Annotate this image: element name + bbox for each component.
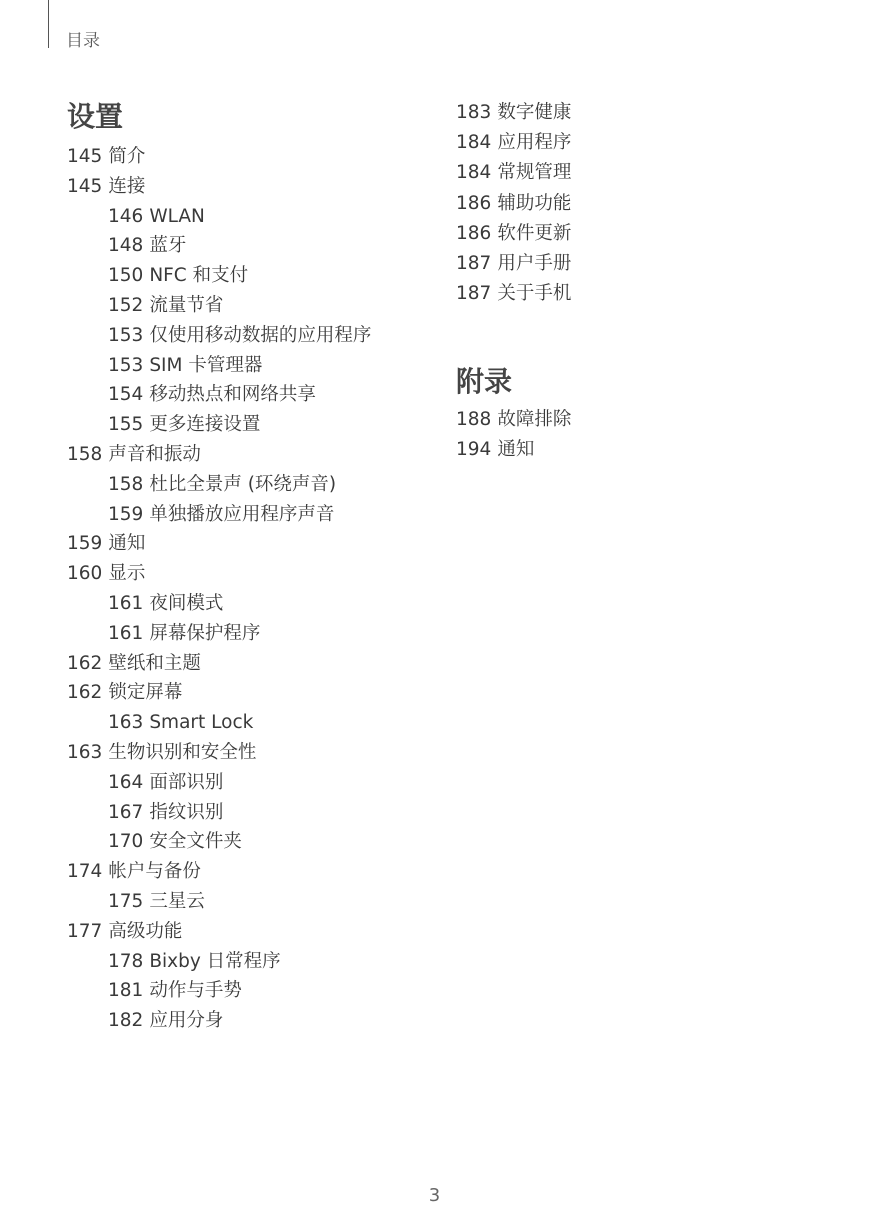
toc-entry-page: 146 bbox=[108, 205, 144, 227]
toc-entry[interactable] bbox=[108, 950, 281, 974]
toc-entry-page: 187 bbox=[456, 253, 492, 274]
toc-entry-title: 应用分身 bbox=[149, 1010, 224, 1032]
section-title-settings: 设置 bbox=[67, 100, 124, 133]
toc-entry[interactable] bbox=[67, 145, 145, 169]
toc-entry-page: 162 bbox=[67, 682, 103, 704]
toc-entry-page: 162 bbox=[67, 652, 103, 674]
toc-entry-title: 故障排除 bbox=[497, 409, 572, 430]
toc-entry[interactable] bbox=[108, 503, 334, 527]
toc-entry-page: 167 bbox=[108, 801, 144, 823]
header-divider bbox=[48, 0, 49, 48]
toc-entry-page: 153 bbox=[108, 354, 144, 376]
toc-entry-page: 163 bbox=[67, 742, 103, 763]
toc-entry-page: 183 bbox=[456, 102, 492, 123]
toc-entry-title: 简介 bbox=[108, 146, 146, 167]
toc-entry-page: 164 bbox=[108, 771, 144, 793]
toc-entry-title: 流量节省 bbox=[149, 295, 224, 316]
toc-entry-title: 常规管理 bbox=[497, 162, 572, 184]
section-title-appendix: 附录 bbox=[456, 365, 513, 398]
toc-entry-page: 170 bbox=[108, 831, 144, 853]
toc-entry-title: 生物识别和安全性 bbox=[108, 742, 257, 763]
toc-entry-title: 通知 bbox=[108, 533, 146, 555]
toc-entry-title: 面部识别 bbox=[149, 771, 224, 793]
toc-entry[interactable] bbox=[67, 443, 201, 467]
toc-entry-title: 杜比全景声 (环绕声音) bbox=[149, 473, 337, 495]
toc-entry-title: 更多连接设置 bbox=[149, 414, 261, 436]
toc-entry-page: 150 bbox=[108, 265, 144, 287]
toc-entry[interactable] bbox=[456, 282, 571, 306]
toc-entry[interactable] bbox=[108, 383, 316, 407]
toc-entry[interactable] bbox=[67, 860, 201, 884]
toc-entry-page: 145 bbox=[67, 175, 103, 197]
toc-entry[interactable] bbox=[108, 264, 248, 288]
toc-entry-title: 动作与手势 bbox=[149, 980, 242, 1002]
toc-entry-page: 177 bbox=[67, 920, 103, 942]
header-label: 目录 bbox=[66, 31, 100, 51]
toc-entry-page: 154 bbox=[108, 384, 144, 406]
toc-entry-page: 184 bbox=[456, 132, 492, 154]
toc-entry-title: 显示 bbox=[108, 563, 146, 585]
toc-entry-page: 163 bbox=[108, 712, 144, 734]
toc-entry-page: 159 bbox=[108, 503, 144, 525]
toc-entry[interactable] bbox=[108, 205, 205, 229]
toc-entry-title: 锁定屏幕 bbox=[108, 682, 183, 704]
page-number: 3 bbox=[428, 1185, 441, 1206]
toc-entry[interactable] bbox=[67, 920, 182, 944]
toc-entry[interactable] bbox=[456, 161, 571, 185]
toc-entry[interactable] bbox=[456, 252, 571, 276]
toc-entry-title: 三星云 bbox=[149, 891, 205, 912]
toc-entry-page: 184 bbox=[456, 162, 492, 184]
toc-entry[interactable] bbox=[108, 294, 223, 318]
toc-entry-page: 148 bbox=[108, 235, 144, 257]
toc-entry-title: 软件更新 bbox=[497, 222, 572, 244]
toc-entry[interactable] bbox=[108, 1009, 223, 1033]
toc-entry-page: 186 bbox=[456, 192, 492, 214]
toc-entry-title: 夜间模式 bbox=[149, 593, 224, 614]
toc-entry-page: 188 bbox=[456, 409, 492, 430]
toc-entry-title: Smart Lock bbox=[149, 712, 254, 734]
toc-entry-title: 仅使用移动数据的应用程序 bbox=[149, 324, 372, 346]
toc-entry-page: 145 bbox=[67, 146, 103, 167]
toc-entry-page: 174 bbox=[67, 861, 103, 883]
toc-entry[interactable] bbox=[108, 622, 260, 646]
toc-entry-title: 通知 bbox=[497, 439, 535, 460]
toc-entry-page: 158 bbox=[108, 473, 144, 495]
toc-entry-title: 声音和振动 bbox=[108, 444, 201, 465]
toc-entry-page: 181 bbox=[108, 980, 144, 1002]
toc-entry-title: NFC 和支付 bbox=[149, 265, 249, 287]
toc-entry[interactable] bbox=[456, 101, 571, 125]
toc-entry[interactable] bbox=[456, 192, 571, 216]
toc-entry-title: 安全文件夹 bbox=[149, 831, 242, 853]
toc-entry-page: 158 bbox=[67, 444, 103, 465]
toc-entry[interactable] bbox=[456, 438, 534, 462]
toc-entry[interactable] bbox=[456, 131, 571, 155]
toc-entry[interactable] bbox=[108, 413, 260, 437]
toc-entry-page: 161 bbox=[108, 593, 144, 614]
toc-entry[interactable] bbox=[456, 222, 571, 246]
toc-entry-title: 单独播放应用程序声音 bbox=[149, 503, 335, 525]
toc-entry[interactable] bbox=[108, 711, 253, 735]
toc-entry-page: 161 bbox=[108, 622, 144, 644]
toc-entry[interactable] bbox=[108, 979, 242, 1003]
toc-entry-title: 帐户与备份 bbox=[108, 861, 201, 883]
toc-entry[interactable] bbox=[456, 408, 571, 432]
toc-entry-title: 壁纸和主题 bbox=[108, 652, 201, 674]
toc-entry[interactable] bbox=[67, 562, 145, 586]
toc-entry[interactable] bbox=[108, 473, 336, 497]
toc-entry-title: WLAN bbox=[149, 205, 205, 227]
toc-entry-page: 175 bbox=[108, 891, 144, 912]
toc-entry-title: 蓝牙 bbox=[149, 235, 187, 257]
toc-entry[interactable] bbox=[108, 830, 242, 854]
toc-entry[interactable] bbox=[108, 890, 205, 914]
toc-entry-title: Bixby 日常程序 bbox=[149, 950, 281, 972]
toc-entry[interactable] bbox=[67, 175, 145, 199]
toc-entry-title: 应用程序 bbox=[497, 132, 572, 154]
toc-entry[interactable] bbox=[67, 652, 201, 676]
toc-entry-page: 152 bbox=[108, 295, 144, 316]
toc-entry-page: 153 bbox=[108, 324, 144, 346]
toc-entry-page: 187 bbox=[456, 283, 492, 305]
toc-entry[interactable] bbox=[108, 234, 186, 258]
toc-entry-title: 指纹识别 bbox=[149, 801, 224, 823]
toc-entry-page: 155 bbox=[108, 414, 144, 436]
toc-entry-title: 数字健康 bbox=[497, 102, 572, 123]
toc-entry[interactable] bbox=[108, 801, 223, 825]
toc-entry[interactable] bbox=[67, 741, 256, 765]
toc-entry-page: 194 bbox=[456, 439, 492, 460]
toc-entry-title: 移动热点和网络共享 bbox=[149, 384, 316, 406]
toc-entry[interactable] bbox=[108, 354, 262, 378]
toc-entry-title: 辅助功能 bbox=[497, 192, 572, 214]
toc-entry-title: 高级功能 bbox=[108, 920, 183, 942]
toc-entry-title: 关于手机 bbox=[497, 283, 572, 305]
toc-entry[interactable] bbox=[108, 592, 223, 616]
toc-entry-page: 160 bbox=[67, 563, 103, 585]
toc-entry-page: 186 bbox=[456, 222, 492, 244]
toc-entry[interactable] bbox=[67, 681, 182, 705]
toc-entry-title: 连接 bbox=[108, 175, 146, 197]
toc-entry-page: 178 bbox=[108, 950, 144, 972]
toc-entry[interactable] bbox=[67, 532, 145, 556]
toc-entry[interactable] bbox=[108, 324, 371, 348]
toc-entry-title: 用户手册 bbox=[497, 253, 572, 274]
toc-entry-title: SIM 卡管理器 bbox=[149, 354, 263, 376]
toc-entry-title: 屏幕保护程序 bbox=[149, 622, 261, 644]
toc-entry-page: 182 bbox=[108, 1010, 144, 1032]
toc-entry[interactable] bbox=[108, 771, 223, 795]
toc-entry-page: 159 bbox=[67, 533, 103, 555]
